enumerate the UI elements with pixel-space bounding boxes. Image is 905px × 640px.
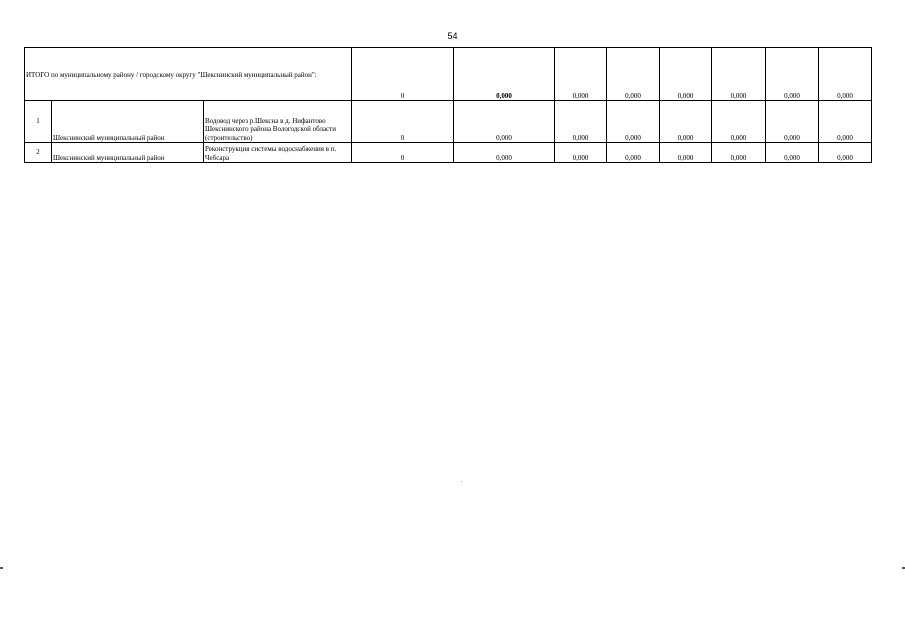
total-value-cell: 0,000: [555, 48, 607, 101]
value-cell: 0,000: [712, 143, 766, 163]
total-value-cell: 0,000: [766, 48, 819, 101]
total-value-cell: 0,000: [819, 48, 872, 101]
value-cell: 0,000: [607, 101, 660, 143]
total-value-cell: 0: [352, 48, 454, 101]
row-index: 1: [25, 101, 52, 143]
value-cell: 0,000: [555, 101, 607, 143]
total-value-cell: 0,000: [454, 48, 555, 101]
value-cell: 0,000: [607, 143, 660, 163]
total-value-cell: 0,000: [607, 48, 660, 101]
total-value-cell: 0,000: [712, 48, 766, 101]
value-cell: 0,000: [660, 143, 712, 163]
value-cell: 0,000: [454, 143, 555, 163]
value-cell: 0: [352, 143, 454, 163]
value-cell: 0,000: [766, 143, 819, 163]
row-index: 2: [25, 143, 52, 163]
value-cell: 0,000: [766, 101, 819, 143]
scan-edge-mark: [0, 567, 3, 569]
table-row: [25, 143, 872, 163]
value-cell: 0,000: [819, 101, 872, 143]
district-cell: Шекснинский муниципальный район: [52, 101, 204, 143]
page-number: 54: [447, 31, 458, 41]
scan-dust-mark: [461, 481, 462, 482]
object-cell: Реконструкция системы водоснабжения в п. Чебсара: [204, 143, 352, 163]
object-cell: Водовод через р.Шексна в д. Нифантово Шекснинского района Вологодской области (строительство): [204, 101, 352, 143]
budget-table: [24, 47, 872, 163]
total-value-cell: 0,000: [660, 48, 712, 101]
table-row: [25, 101, 872, 143]
value-cell: 0,000: [660, 101, 712, 143]
district-cell: Шекснинский муниципальный район: [52, 143, 204, 163]
value-cell: 0,000: [712, 101, 766, 143]
value-cell: 0,000: [555, 143, 607, 163]
total-row: [25, 48, 872, 101]
value-cell: 0: [352, 101, 454, 143]
total-label: ИТОГО по муниципальному району / городскому округу "Шекснинский муниципальный район":: [25, 48, 352, 101]
value-cell: 0,000: [454, 101, 555, 143]
value-cell: 0,000: [819, 143, 872, 163]
